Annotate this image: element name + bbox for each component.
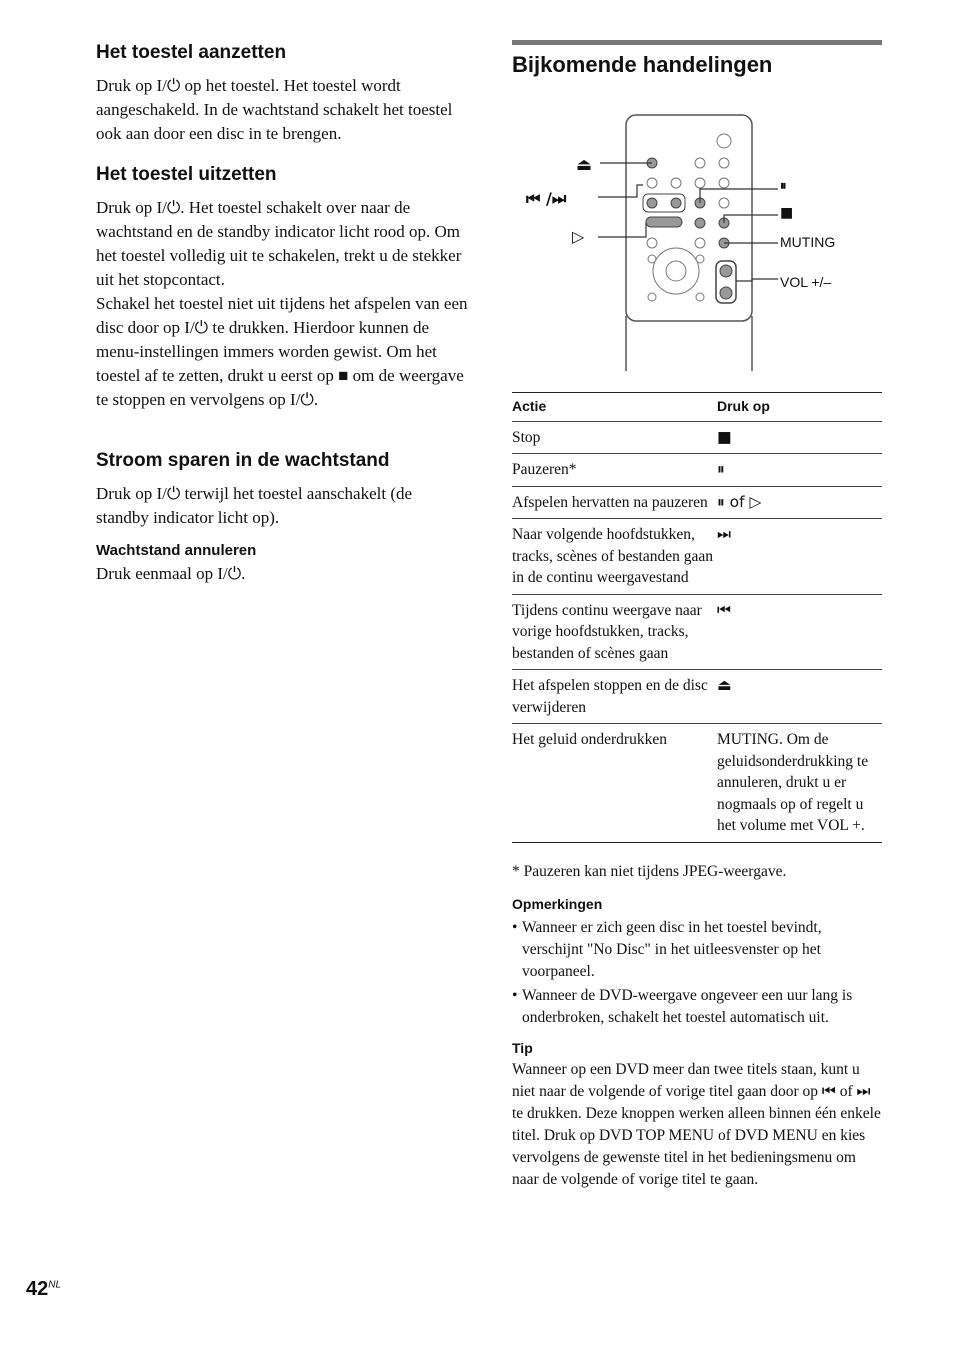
button-cell: ⏸ of ▷: [717, 486, 882, 519]
text-turn-off-1: Druk op I/⏻. Het toestel schakelt over naar de wachtstand en de standby indicator licht rood op. Om het toestel volledig uit te schakelen, trekt u de stekker uit het stopcontact.: [96, 198, 462, 289]
text-turn-on: Druk op I/⏻ op het toestel. Het toestel wordt aangeschakeld. In de wachtstand schakelt het toestel ook aan door een disc in te brengen.: [96, 76, 453, 143]
section-turn-on: [96, 40, 468, 146]
subheading-cancel-standby: Wachtstand annuleren: [96, 542, 257, 559]
heading-turn-off: Het toestel uitzetten: [96, 164, 277, 185]
header-press: Druk op: [717, 393, 882, 422]
eject-icon: ⏏: [576, 155, 593, 175]
notes-list: [512, 917, 882, 1029]
list-item: • Wanneer er zich geen disc in het toestel bevindt, verschijnt "No Disc" in het uitleesvenster op het voorpaneel.: [512, 917, 882, 983]
operations-table: [512, 392, 882, 843]
table-header-row: [512, 393, 882, 422]
table-row: [512, 454, 882, 487]
section-turn-off: [96, 162, 468, 412]
table-row: [512, 519, 882, 595]
action-cell: Het geluid onderdrukken: [512, 724, 717, 843]
table-row: [512, 670, 882, 724]
action-cell: Naar volgende hoofdstukken, tracks, scènes of bestanden gaan in de continu weergavestand: [512, 519, 717, 595]
action-cell: Tijdens continu weergave naar vorige hoofdstukken, tracks, bestanden of scènes gaan: [512, 594, 717, 670]
heading-turn-on: Het toestel aanzetten: [96, 42, 287, 63]
button-cell: ⏭: [717, 519, 882, 595]
button-cell: ■: [717, 421, 882, 454]
stop-icon: ■: [780, 205, 794, 221]
button-cell: ⏸: [717, 454, 882, 487]
tip-heading: Tip: [512, 1039, 533, 1056]
page-number-value: 42: [26, 1278, 49, 1300]
header-action: Actie: [512, 393, 717, 422]
button-cell: MUTING. Om de geluidsonderdrukking te annuleren, drukt u er nogmaals op of regelt u het volume met VOL +.: [717, 724, 882, 843]
table-row: [512, 594, 882, 670]
text-cancel-standby: Druk eenmaal op I/⏻.: [96, 564, 246, 583]
right-column: [512, 40, 882, 1191]
heading-additional-operations: Bijkomende handelingen: [512, 52, 773, 77]
page-number: [26, 1278, 61, 1301]
remote-illustration: [512, 81, 882, 381]
tip-text: Wanneer op een DVD meer dan twee titels staan, kunt u niet naar de volgende of vorige titel gaan door op ⏮ of ⏭ te drukken. Deze knoppen werken alleen binnen één enkele titel. Druk op DVD TOP MENU of DVD MENU en kies vervolgens de gewenste titel in het bedieningsmenu om naar de volgende of vorige titel te gaan.: [512, 1060, 881, 1188]
table-row: [512, 486, 882, 519]
play-icon: ▷: [572, 227, 585, 246]
list-item: • Wanneer de DVD-weergave ongeveer een uur lang is onderbroken, schakelt het toestel automatisch uit.: [512, 985, 882, 1029]
action-cell: Afspelen hervatten na pauzeren: [512, 486, 717, 519]
muting-label: MUTING: [780, 234, 836, 250]
section-standby: [96, 448, 468, 586]
action-cell: Stop: [512, 421, 717, 454]
text-standby: Druk op I/⏻ terwijl het toestel aanschakelt (de standby indicator licht op).: [96, 484, 413, 527]
footnote: * Pauzeren kan niet tijdens JPEG-weergave.: [512, 862, 787, 880]
page-language-suffix: NL: [48, 1279, 62, 1291]
button-cell: ⏮: [717, 594, 882, 670]
vol-label: VOL +/–: [780, 274, 832, 290]
pause-icon: ⏸: [780, 179, 787, 194]
remote-drawing: [512, 81, 882, 381]
notes-heading: Opmerkingen: [512, 895, 603, 912]
text-turn-off-2: Schakel het toestel niet uit tijdens het afspelen van een disc door op I/⏻ te drukken. Hierdoor kunnen de menu-instellingen immers worden gewist. Om het toestel af te zetten, drukt u eerst op ■ om de weergave te stoppen en vervolgens op I/⏻.: [96, 294, 468, 409]
button-cell: ⏏: [717, 670, 882, 724]
table-row: [512, 724, 882, 843]
heading-standby: Stroom sparen in de wachtstand: [96, 450, 390, 471]
table-row: [512, 421, 882, 454]
prev-next-icon: ⏮ /⏭: [526, 189, 567, 208]
action-cell: Het afspelen stoppen en de disc verwijderen: [512, 670, 717, 724]
left-column: [96, 40, 468, 600]
heading-rule: [512, 40, 882, 45]
action-cell: Pauzeren*: [512, 454, 717, 487]
